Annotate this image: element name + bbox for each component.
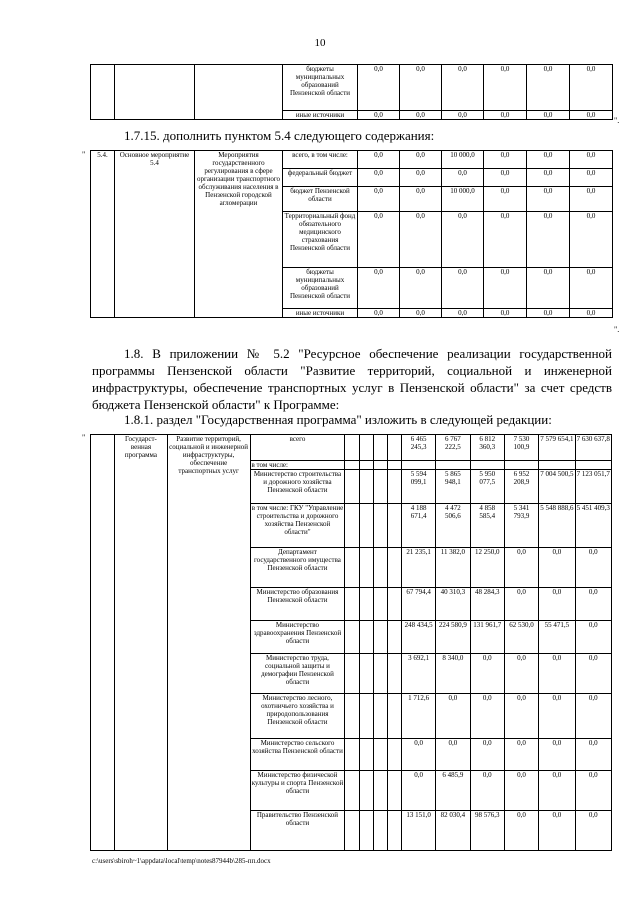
code-cell <box>345 504 359 548</box>
funding-source: всего, в том числе: <box>283 151 358 169</box>
value-cell: 5 950 077,5 <box>470 470 504 504</box>
value-cell: 0,0 <box>484 212 527 268</box>
executor-label: Министерство здравоохранения Пензенской области <box>250 621 345 654</box>
value-cell: 0,0 <box>527 151 570 169</box>
value-cell: 6 952 208,9 <box>504 470 538 504</box>
code-cell <box>359 694 373 739</box>
value-cell: 0,0 <box>484 268 527 309</box>
code-cell <box>359 654 373 694</box>
value-cell: 0,0 <box>539 771 575 811</box>
value-cell: 0,0 <box>527 309 570 318</box>
value-cell: 0,0 <box>470 771 504 811</box>
value-cell: 12 250,0 <box>470 548 504 588</box>
value-cell: 0,0 <box>484 187 527 212</box>
table-row <box>91 65 613 111</box>
value-cell: 6 485,9 <box>436 771 470 811</box>
code-cell <box>345 694 359 739</box>
code-cell <box>373 435 387 461</box>
table-item-5-4 <box>90 150 613 318</box>
code-cell <box>387 461 401 470</box>
code-cell <box>345 435 359 461</box>
value-cell: 0,0 <box>575 771 611 811</box>
item-name: Основное мероприятие 5.4 <box>115 151 195 318</box>
value-cell: 55 471,5 <box>539 621 575 654</box>
code-cell <box>387 435 401 461</box>
empty-cell <box>436 461 470 470</box>
value-cell: 3 692,1 <box>401 654 435 694</box>
value-cell: 0,0 <box>442 169 484 187</box>
value-cell: 0,0 <box>436 694 470 739</box>
value-cell: 6 767 222,5 <box>436 435 470 461</box>
value-cell: 0,0 <box>358 268 400 309</box>
value-cell: 0,0 <box>570 212 613 268</box>
empty-cell <box>91 435 115 851</box>
empty-cell <box>504 461 538 470</box>
value-cell: 7 579 654,1 <box>539 435 575 461</box>
value-cell: 0,0 <box>400 151 442 169</box>
value-cell: 1 712,6 <box>401 694 435 739</box>
value-cell: 0,0 <box>539 588 575 621</box>
value-cell: 0,0 <box>570 268 613 309</box>
value-cell: 0,0 <box>539 694 575 739</box>
value-cell: 131 961,7 <box>470 621 504 654</box>
value-cell: 0,0 <box>570 111 613 120</box>
value-cell: 13 151,0 <box>401 811 435 851</box>
code-cell <box>345 811 359 851</box>
code-cell <box>373 694 387 739</box>
value-cell: 0,0 <box>358 309 400 318</box>
value-cell: 0,0 <box>504 694 538 739</box>
code-cell <box>359 548 373 588</box>
value-cell: 7 530 100,9 <box>504 435 538 461</box>
executor-label: Министерство труда, социальной защиты и демографии Пензенской области <box>250 654 345 694</box>
value-cell: 0,0 <box>442 111 484 120</box>
value-cell: 8 340,0 <box>436 654 470 694</box>
code-cell <box>359 771 373 811</box>
value-cell: 0,0 <box>504 739 538 771</box>
code-cell <box>359 739 373 771</box>
code-cell <box>387 504 401 548</box>
executor-label: всего <box>250 435 345 461</box>
value-cell: 0,0 <box>504 588 538 621</box>
executor-label: Департамент государственного имущества Пензенской области <box>250 548 345 588</box>
value-cell: 0,0 <box>358 65 400 111</box>
code-cell <box>359 435 373 461</box>
closing-quote: ". <box>614 325 620 334</box>
opening-quote: " <box>82 150 86 159</box>
code-cell <box>359 621 373 654</box>
value-cell: 0,0 <box>539 811 575 851</box>
value-cell: 11 382,0 <box>436 548 470 588</box>
code-cell <box>387 694 401 739</box>
value-cell: 0,0 <box>575 548 611 588</box>
value-cell: 0,0 <box>442 309 484 318</box>
empty-cell <box>575 461 611 470</box>
code-cell <box>373 739 387 771</box>
value-cell: 0,0 <box>575 654 611 694</box>
code-cell <box>345 771 359 811</box>
empty-cell <box>91 65 115 120</box>
value-cell: 0,0 <box>400 268 442 309</box>
value-cell: 0,0 <box>570 65 613 111</box>
value-cell: 0,0 <box>401 771 435 811</box>
code-cell <box>345 739 359 771</box>
code-cell <box>359 504 373 548</box>
value-cell: 0,0 <box>470 694 504 739</box>
value-cell: 0,0 <box>400 187 442 212</box>
empty-cell <box>470 461 504 470</box>
code-cell <box>345 654 359 694</box>
value-cell: 0,0 <box>400 65 442 111</box>
value-cell: 0,0 <box>484 309 527 318</box>
opening-quote: " <box>82 433 86 442</box>
value-cell: 7 123 051,7 <box>575 470 611 504</box>
executor-label: Министерство образования Пензенской области <box>250 588 345 621</box>
code-cell <box>345 621 359 654</box>
value-cell: 0,0 <box>400 169 442 187</box>
code-cell <box>373 654 387 694</box>
file-path-footer: c:\users\sbiroh~1\appdata\local\temp\notes87944b\285-пп.docx <box>92 857 271 865</box>
code-cell <box>387 621 401 654</box>
value-cell: 0,0 <box>436 739 470 771</box>
value-cell: 0,0 <box>442 212 484 268</box>
code-cell <box>345 470 359 504</box>
value-cell: 4 188 671,4 <box>401 504 435 548</box>
value-cell: 0,0 <box>358 111 400 120</box>
executor-label: Министерство физической культуры и спорта Пензенской области <box>250 771 345 811</box>
value-cell: 10 000,0 <box>442 187 484 212</box>
value-cell: 0,0 <box>470 739 504 771</box>
code-cell <box>359 470 373 504</box>
funding-source: Территориальный фонд обязательного медицинского страхования Пензенской области <box>283 212 358 268</box>
value-cell: 10 000,0 <box>442 151 484 169</box>
value-cell: 0,0 <box>539 548 575 588</box>
value-cell: 0,0 <box>539 739 575 771</box>
value-cell: 4 472 506,6 <box>436 504 470 548</box>
page-number: 10 <box>314 37 326 49</box>
value-cell: 67 794,4 <box>401 588 435 621</box>
code-cell <box>373 621 387 654</box>
empty-cell <box>539 461 575 470</box>
value-cell: 0,0 <box>484 151 527 169</box>
value-cell: 7 004 500,5 <box>539 470 575 504</box>
funding-source: федеральный бюджет <box>283 169 358 187</box>
value-cell: 0,0 <box>527 187 570 212</box>
code-cell <box>387 771 401 811</box>
value-cell: 0,0 <box>484 65 527 111</box>
value-cell: 0,0 <box>401 739 435 771</box>
value-cell: 0,0 <box>400 111 442 120</box>
value-cell: 0,0 <box>400 309 442 318</box>
value-cell: 0,0 <box>575 588 611 621</box>
value-cell: 0,0 <box>570 187 613 212</box>
code-cell <box>387 654 401 694</box>
value-cell: 82 030,4 <box>436 811 470 851</box>
code-cell <box>359 811 373 851</box>
value-cell: 0,0 <box>539 654 575 694</box>
table-continuation <box>90 64 613 120</box>
value-cell: 0,0 <box>504 771 538 811</box>
value-cell: 0,0 <box>442 65 484 111</box>
value-cell: 0,0 <box>470 654 504 694</box>
value-cell: 5 451 409,3 <box>575 504 611 548</box>
funding-source: бюджет Пензенской области <box>283 187 358 212</box>
code-cell <box>345 588 359 621</box>
value-cell: 62 530,0 <box>504 621 538 654</box>
value-cell: 0,0 <box>575 621 611 654</box>
value-cell: 4 858 585,4 <box>470 504 504 548</box>
funding-source: иные источники <box>283 111 358 120</box>
value-cell: 0,0 <box>527 212 570 268</box>
code-cell <box>373 548 387 588</box>
value-cell: 0,0 <box>527 268 570 309</box>
value-cell: 0,0 <box>358 212 400 268</box>
value-cell: 248 434,5 <box>401 621 435 654</box>
code-cell <box>387 548 401 588</box>
value-cell: 5 865 948,1 <box>436 470 470 504</box>
value-cell: 0,0 <box>527 169 570 187</box>
value-cell: 0,0 <box>504 548 538 588</box>
value-cell: 0,0 <box>575 739 611 771</box>
item-number: 5.4. <box>91 151 115 318</box>
value-cell: 40 310,3 <box>436 588 470 621</box>
value-cell: 5 594 099,1 <box>401 470 435 504</box>
table-state-program <box>90 434 612 851</box>
code-cell <box>387 739 401 771</box>
code-cell <box>373 811 387 851</box>
value-cell: 7 630 637,8 <box>575 435 611 461</box>
value-cell: 0,0 <box>504 654 538 694</box>
value-cell: 0,0 <box>570 309 613 318</box>
executor-label: Министерство строительства и дорожного хозяйства Пензенской области <box>250 470 345 504</box>
paragraph-1-7-15: 1.7.15. дополнить пунктом 5.4 следующего содержания: <box>124 128 435 143</box>
value-cell: 0,0 <box>358 169 400 187</box>
paragraph-1-8: 1.8. В приложении № 5.2 "Ресурсное обеспечение реализации государственной программы Пензенской области "Развитие территорий, социальной и инженерной инфраструктуры, обеспечение транспортных услуг в Пензенской области" за счет средств бюджета Пензенской области" к Программе: <box>92 346 612 412</box>
value-cell: 0,0 <box>484 169 527 187</box>
empty-cell <box>401 461 435 470</box>
empty-cell <box>115 65 195 120</box>
funding-source: иные источники <box>283 309 358 318</box>
value-cell: 0,0 <box>504 811 538 851</box>
code-cell <box>387 470 401 504</box>
executor-label: Министерство сельского хозяйства Пензенской области <box>250 739 345 771</box>
executor-label: в том числе: <box>250 461 345 470</box>
code-cell <box>345 548 359 588</box>
program-status: Государст-венная программа <box>115 435 168 851</box>
value-cell: 5 341 793,9 <box>504 504 538 548</box>
code-cell <box>373 461 387 470</box>
code-cell <box>373 771 387 811</box>
value-cell: 0,0 <box>575 811 611 851</box>
code-cell <box>387 588 401 621</box>
item-description: Мероприятия государственного регулирования в сфере организации транспортного обслуживания населения в Пензенской городской агломерации <box>195 151 283 318</box>
program-name: Развитие территорий, социальной и инженерной инфраструктуры, обеспечение транспортных услуг <box>167 435 250 851</box>
value-cell: 224 580,9 <box>436 621 470 654</box>
value-cell: 0,0 <box>575 694 611 739</box>
code-cell <box>373 504 387 548</box>
value-cell: 0,0 <box>570 169 613 187</box>
value-cell: 0,0 <box>527 65 570 111</box>
code-cell <box>359 588 373 621</box>
funding-source: бюджеты муниципальных образований Пензенской области <box>283 268 358 309</box>
value-cell: 98 576,3 <box>470 811 504 851</box>
paragraph-1-8-1: 1.8.1. раздел "Государственная программа" изложить в следующей редакции: <box>124 412 552 427</box>
value-cell: 0,0 <box>570 151 613 169</box>
executor-label: Министерство лесного, охотничьего хозяйства и природопользования Пензенской области <box>250 694 345 739</box>
value-cell: 5 548 888,6 <box>539 504 575 548</box>
code-cell <box>373 588 387 621</box>
value-cell: 48 284,3 <box>470 588 504 621</box>
table-row <box>91 151 613 169</box>
value-cell: 6 812 360,3 <box>470 435 504 461</box>
table-row <box>91 435 612 461</box>
code-cell <box>345 461 359 470</box>
value-cell: 0,0 <box>358 187 400 212</box>
closing-quote: ". <box>614 116 620 125</box>
funding-source: бюджеты муниципальных образований Пензенской области <box>283 65 358 111</box>
value-cell: 6 465 245,3 <box>401 435 435 461</box>
value-cell: 0,0 <box>484 111 527 120</box>
value-cell: 0,0 <box>358 151 400 169</box>
code-cell <box>373 470 387 504</box>
value-cell: 0,0 <box>442 268 484 309</box>
empty-cell <box>195 65 283 120</box>
code-cell <box>359 461 373 470</box>
executor-label: в том числе: ГКУ "Управление строительства и дорожного хозяйства Пензенской области" <box>250 504 345 548</box>
code-cell <box>387 811 401 851</box>
value-cell: 0,0 <box>400 212 442 268</box>
value-cell: 21 235,1 <box>401 548 435 588</box>
value-cell: 0,0 <box>527 111 570 120</box>
executor-label: Правительство Пензенской области <box>250 811 345 851</box>
